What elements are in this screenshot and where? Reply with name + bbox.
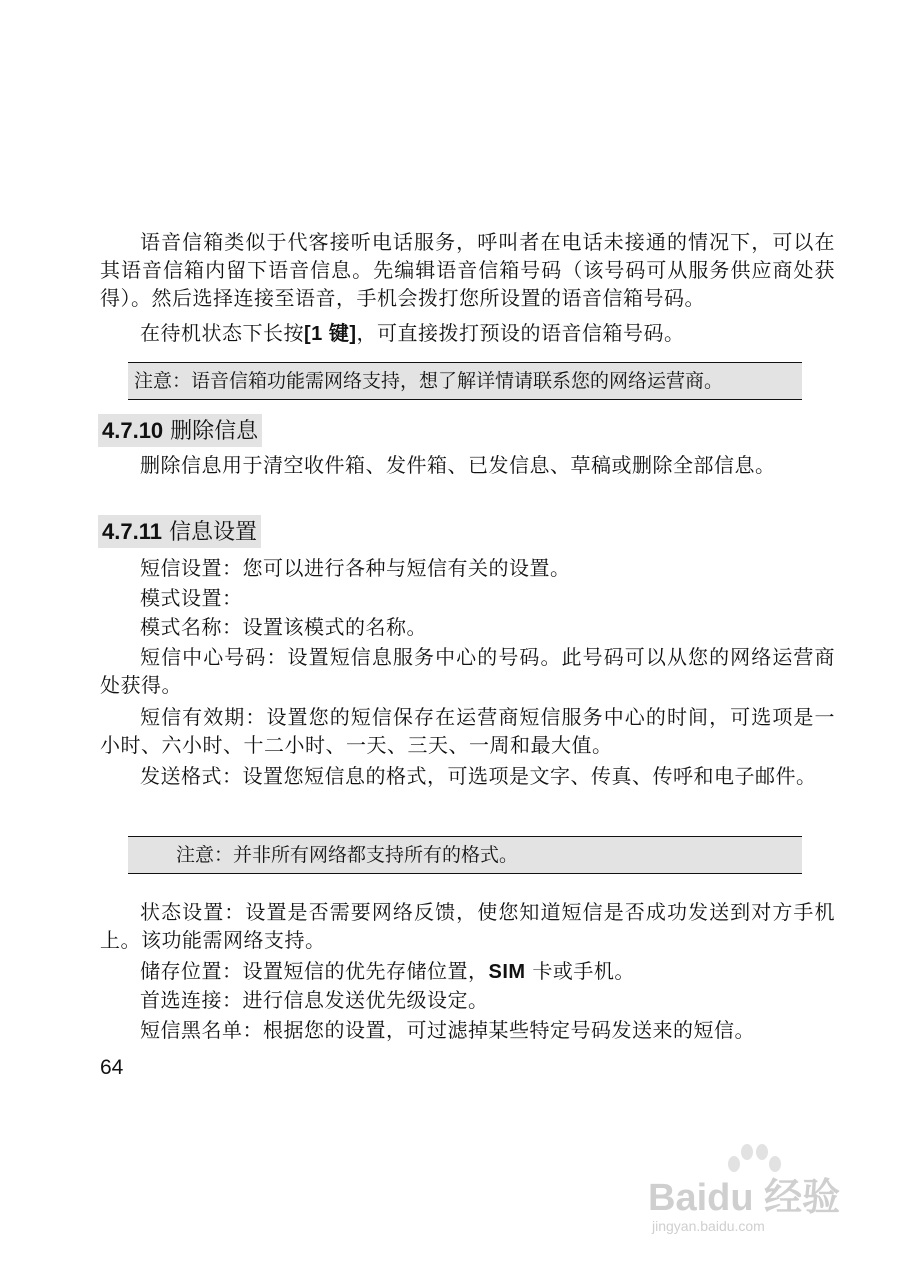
section-heading-4-7-10 bbox=[98, 414, 262, 447]
storage-text-prefix: 储存位置：设置短信的优先存储位置， bbox=[140, 959, 489, 983]
status-paragraph: 状态设置：设置是否需要网络反馈，使您知道短信是否成功发送到对方手机上。该功能需网络支持。 bbox=[100, 900, 835, 952]
format-paragraph: 发送格式：设置您短信息的格式，可选项是文字、传真、传呼和电子邮件。 bbox=[140, 764, 817, 788]
note-voicemail: 注意：语音信箱功能需网络支持，想了解详情请联系您的网络运营商。 bbox=[128, 362, 802, 400]
watermark-brand: Baidu 经验 bbox=[648, 1177, 841, 1219]
shortcut-text-suffix: ，可直接拨打预设的语音信箱号码。 bbox=[356, 321, 685, 345]
baidu-watermark bbox=[640, 1140, 850, 1240]
section-number: 4.7.10 bbox=[102, 418, 164, 443]
shortcut-key: [1 键] bbox=[304, 323, 357, 345]
section-title: 删除信息 bbox=[170, 419, 259, 444]
section-title: 信息设置 bbox=[168, 520, 257, 545]
delete-description: 删除信息用于清空收件箱、发件箱、已发信息、草稿或删除全部信息。 bbox=[140, 453, 776, 477]
note-formats: 注意：并非所有网络都支持所有的格式。 bbox=[128, 836, 802, 874]
sms-settings-paragraph: 短信设置：您可以进行各种与短信有关的设置。 bbox=[140, 556, 571, 580]
page-number: 64 bbox=[100, 1056, 124, 1079]
sms-center-paragraph: 短信中心号码：设置短信息服务中心的号码。此号码可以从您的网络运营商处获得。 bbox=[100, 645, 835, 697]
mode-settings-paragraph: 模式设置： bbox=[140, 586, 243, 610]
preferred-connection-paragraph: 首选连接：进行信息发送优先级设定。 bbox=[140, 988, 489, 1012]
shortcut-text-prefix: 在待机状态下长按 bbox=[140, 321, 304, 345]
voicemail-shortcut-paragraph bbox=[100, 319, 835, 348]
voicemail-paragraph: 语音信箱类似于代客接听电话服务，呼叫者在电话未接通的情况下，可以在其语音信箱内留下语音信息。先编辑语音信箱号码（该号码可从服务供应商处获得）。然后选择连接至语音，手机会拨打您所设置的语音信箱号码。 bbox=[100, 230, 835, 310]
section-heading-4-7-11 bbox=[98, 515, 261, 548]
mode-name-paragraph: 模式名称：设置该模式的名称。 bbox=[140, 615, 427, 639]
section-number: 4.7.11 bbox=[102, 519, 162, 544]
storage-text-suffix: 卡或手机。 bbox=[525, 959, 635, 983]
validity-paragraph: 短信有效期：设置您的短信保存在运营商短信服务中心的时间，可选项是一小时、六小时、十二小时、一天、三天、一周和最大值。 bbox=[100, 705, 835, 757]
storage-paragraph bbox=[100, 957, 835, 986]
watermark-url: jingyan.baidu.com bbox=[652, 1218, 765, 1234]
blacklist-paragraph: 短信黑名单：根据您的设置，可过滤掉某些特定号码发送来的短信。 bbox=[140, 1018, 755, 1042]
sim-label: SIM bbox=[488, 961, 526, 983]
